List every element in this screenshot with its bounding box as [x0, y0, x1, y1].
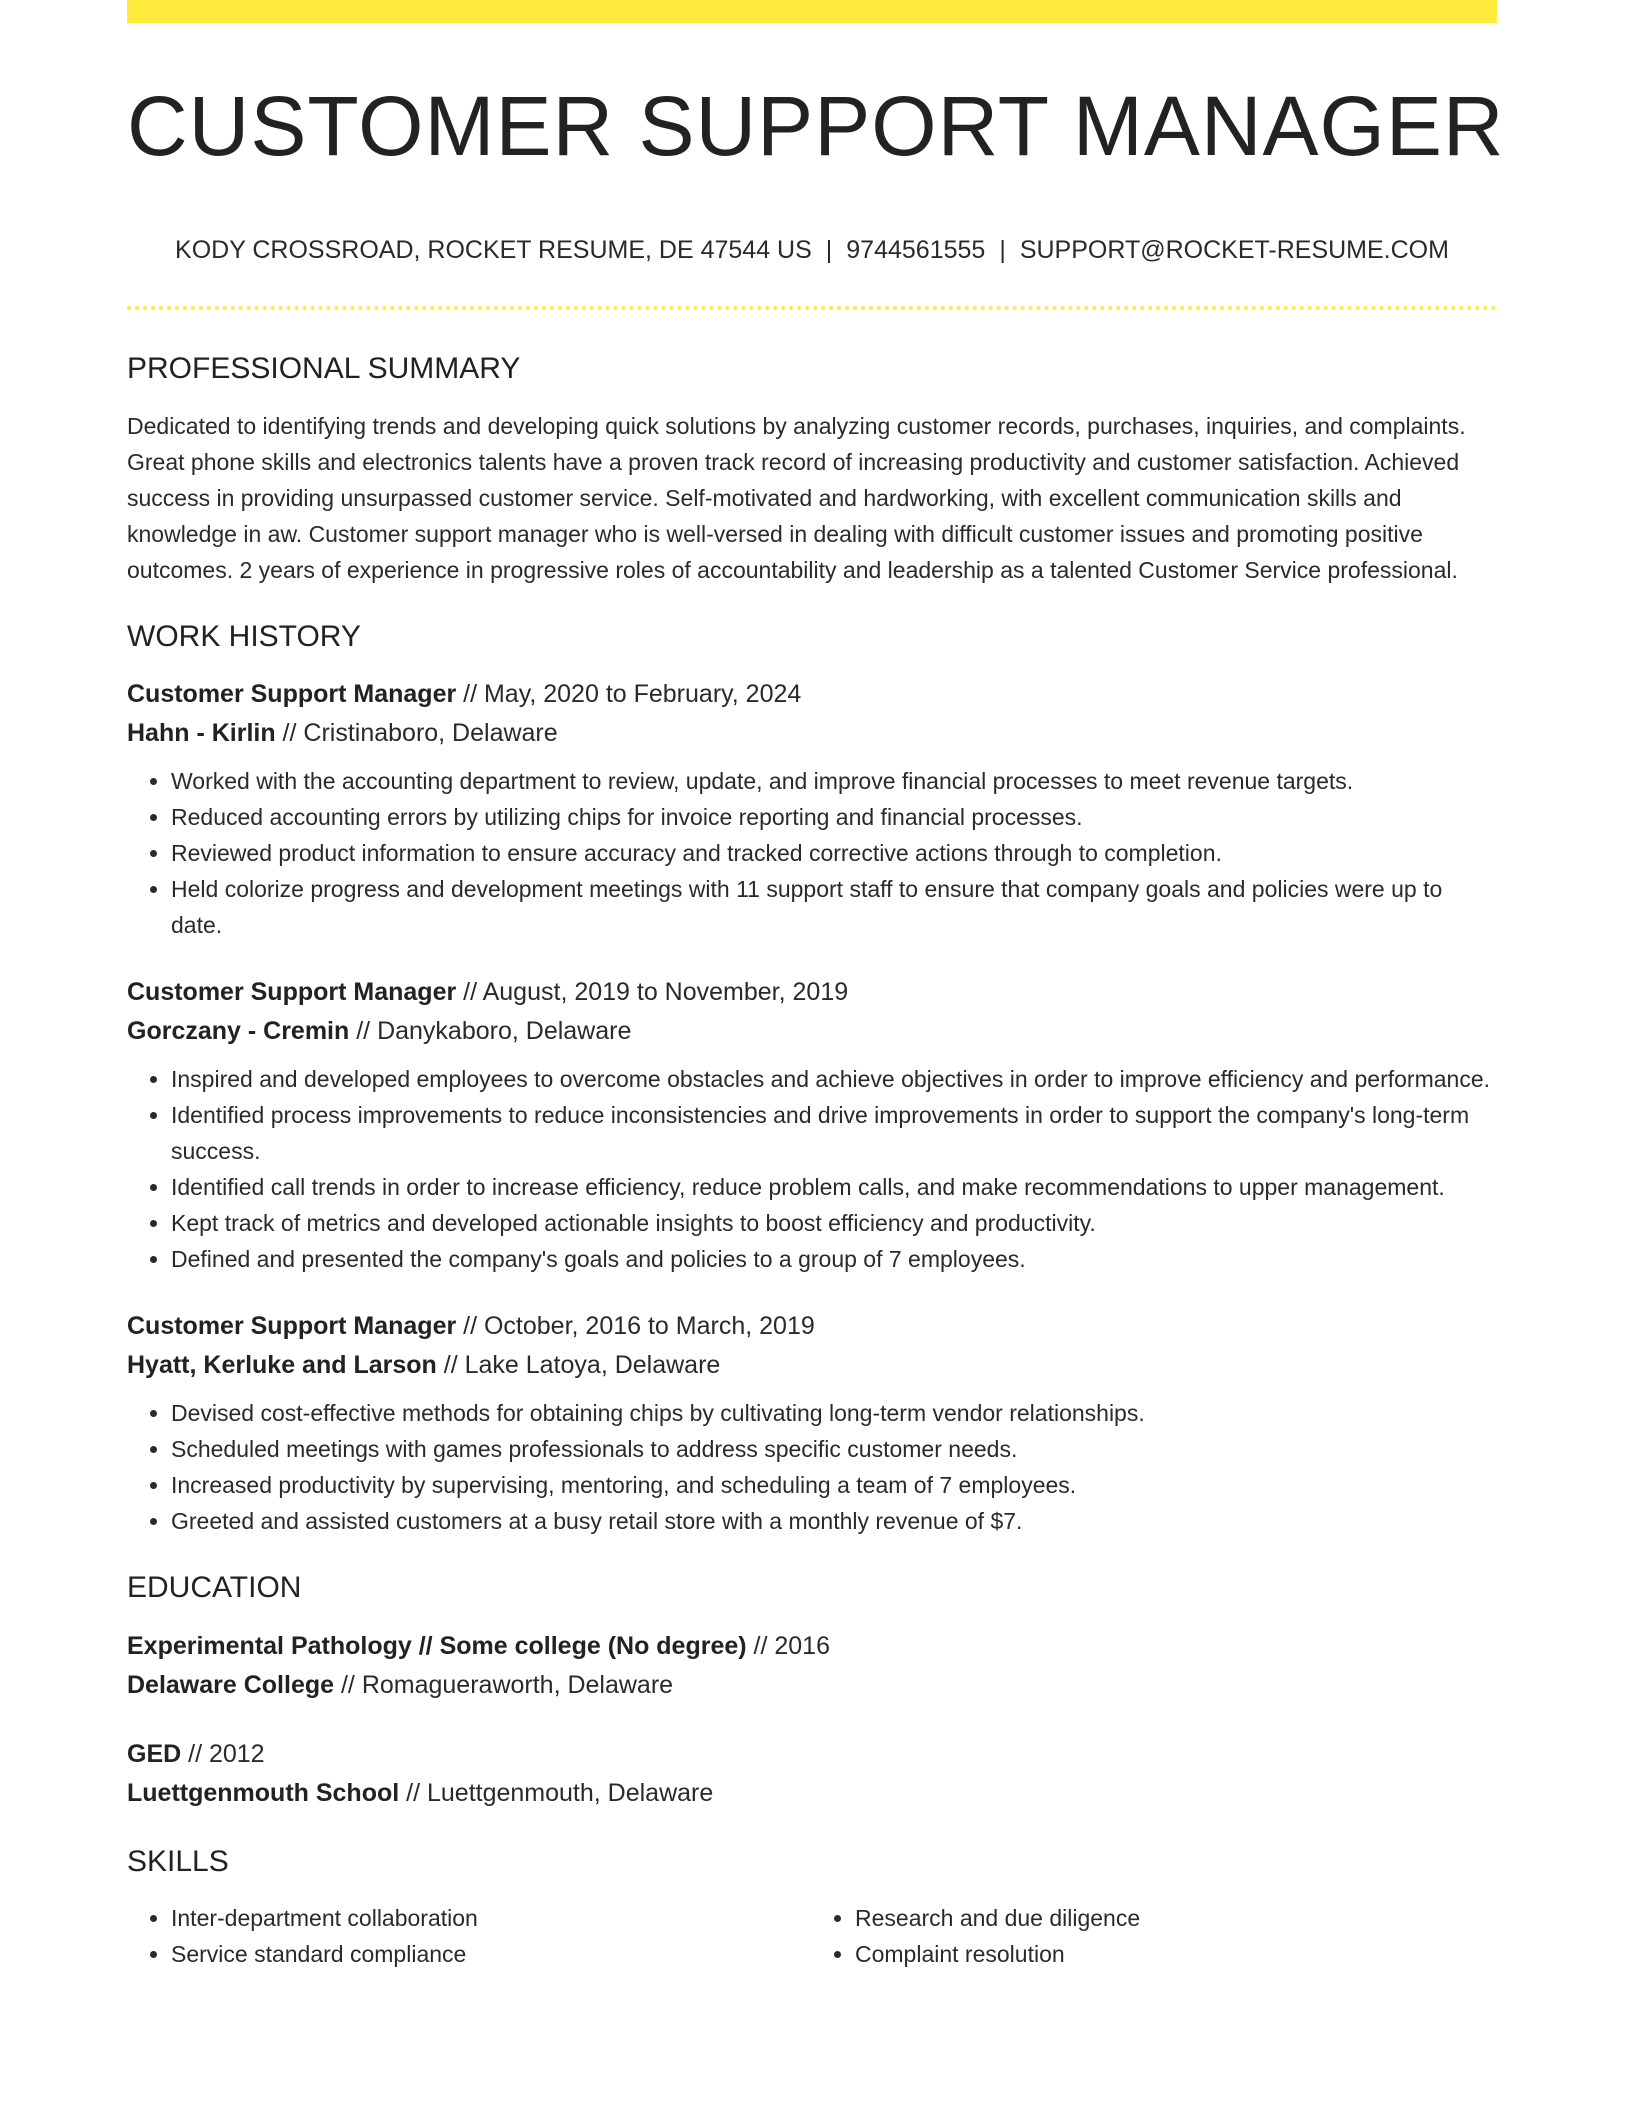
contact-email: SUPPORT@ROCKET-RESUME.COM [1019, 236, 1449, 264]
work-section [127, 618, 1497, 1540]
education-school-line [127, 1666, 1497, 1705]
education-school: Luettgenmouth School [127, 1778, 400, 1807]
job-entry [127, 675, 1497, 943]
job-title-line [127, 675, 1497, 714]
job-company-line [127, 714, 1497, 753]
job-bullet: • Inspired and developed employees to overcome obstacles and achieve objectives in order to improve efficiency and performance. [171, 1061, 1497, 1097]
job-bullet: • Identified process improvements to reduce inconsistencies and drive improvements in order to support the company's long-term success. [171, 1097, 1497, 1169]
skills-right-column [811, 1900, 1495, 1972]
skill-item: • Complaint resolution [855, 1936, 1495, 1972]
job-bullet: • Increased productivity by supervising, mentoring, and scheduling a team of 7 employees. [171, 1467, 1497, 1503]
education-entry [127, 1735, 1497, 1813]
education-section [127, 1569, 1497, 1813]
job-role: Customer Support Manager [127, 680, 457, 708]
job-title-line [127, 1307, 1497, 1346]
skills-columns [127, 1900, 1497, 1972]
job-dates: // October, 2016 to March, 2019 [456, 1312, 815, 1340]
skills-section [127, 1843, 1497, 1973]
job-title-line [127, 973, 1497, 1012]
job-bullets [127, 1061, 1497, 1277]
job-bullets [127, 1395, 1497, 1539]
job-location: // Lake Latoya, Delaware [436, 1351, 721, 1379]
contact-phone: 9744561555 [846, 236, 986, 264]
contact-address: KODY CROSSROAD, ROCKET RESUME, DE 47544 US [175, 236, 812, 264]
job-bullet: • Devised cost-effective methods for obtaining chips by cultivating long-term vendor relationships. [171, 1395, 1497, 1431]
job-bullet: • Greeted and assisted customers at a busy retail store with a monthly revenue of $7. [171, 1503, 1497, 1539]
education-year: // 2016 [746, 1631, 830, 1660]
job-company-line [127, 1346, 1497, 1385]
section-title-education: EDUCATION [127, 1571, 302, 1604]
section-title-skills: SKILLS [127, 1844, 229, 1878]
education-location: // Luettgenmouth, Delaware [399, 1778, 714, 1807]
job-company: Gorczany - Cremin [127, 1017, 350, 1045]
top-accent-bar [127, 0, 1497, 23]
section-title-work: WORK HISTORY [127, 619, 361, 653]
job-dates: // August, 2019 to November, 2019 [456, 978, 849, 1006]
skill-item: • Research and due diligence [855, 1900, 1495, 1936]
job-company-line [127, 1012, 1497, 1051]
job-bullet: • Reviewed product information to ensure accuracy and tracked corrective actions through to completion. [171, 835, 1497, 871]
job-bullet: • Defined and presented the company's goals and policies to a group of 7 employees. [171, 1241, 1497, 1277]
job-entry [127, 973, 1497, 1277]
job-role: Customer Support Manager [127, 1312, 457, 1340]
job-location: // Danykaboro, Delaware [349, 1017, 632, 1045]
job-company: Hahn - Kirlin [127, 719, 276, 747]
job-role: Customer Support Manager [127, 978, 457, 1006]
section-title-summary: PROFESSIONAL SUMMARY [127, 352, 521, 385]
education-school: Delaware College [127, 1670, 335, 1699]
job-company: Hyatt, Kerluke and Larson [127, 1351, 437, 1379]
job-bullet: • Scheduled meetings with games professionals to address specific customer needs. [171, 1431, 1497, 1467]
job-bullet: • Held colorize progress and development meetings with 11 support staff to ensure that company goals and policies were up to date. [171, 871, 1497, 943]
summary-section [127, 350, 1497, 588]
job-bullet: • Worked with the accounting department to review, update, and improve financial processes to meet revenue targets. [171, 763, 1497, 799]
dotted-divider [127, 306, 1497, 310]
education-year: // 2012 [181, 1739, 265, 1768]
skill-item: • Inter-department collaboration [171, 1900, 811, 1936]
education-degree-line [127, 1735, 1497, 1774]
job-entry [127, 1307, 1497, 1539]
education-entry [127, 1627, 1497, 1705]
job-bullets [127, 763, 1497, 943]
job-dates: // May, 2020 to February, 2024 [456, 680, 802, 708]
contact-line [127, 236, 1497, 265]
resume-name: CUSTOMER SUPPORT MANAGER [127, 79, 1505, 173]
contact-separator: | [825, 236, 833, 264]
skill-item: • Service standard compliance [171, 1936, 811, 1972]
education-school-line [127, 1774, 1497, 1813]
job-bullet: • Reduced accounting errors by utilizing chips for invoice reporting and financial processes. [171, 799, 1497, 835]
summary-text: Dedicated to identifying trends and developing quick solutions by analyzing customer records, purchases, inquiries, and complaints. Great phone skills and electronics talents have a proven track record of increasing productivity and customer satisfaction. Achieved success in providing unsurpassed customer service. Self-motivated and hardworking, with excellent communication skills and knowledge in aw. Customer support manager who is well-versed in dealing with difficult customer issues and promoting positive outcomes. 2 years of experience in progressive roles of accountability and leadership as a talented Customer Service professional. [127, 412, 1466, 583]
education-degree: GED [127, 1739, 182, 1768]
skills-left-column [127, 1900, 811, 1972]
job-location: // Cristinaboro, Delaware [275, 719, 558, 747]
education-location: // Romagueraworth, Delaware [334, 1670, 674, 1699]
resume-content [127, 350, 1497, 1972]
job-bullet: • Kept track of metrics and developed actionable insights to boost efficiency and productivity. [171, 1205, 1497, 1241]
job-bullet: • Identified call trends in order to increase efficiency, reduce problem calls, and make recommendations to upper management. [171, 1169, 1497, 1205]
education-degree-line [127, 1627, 1497, 1666]
contact-separator: | [999, 236, 1006, 264]
education-degree: Experimental Pathology // Some college (No degree) [127, 1631, 747, 1660]
